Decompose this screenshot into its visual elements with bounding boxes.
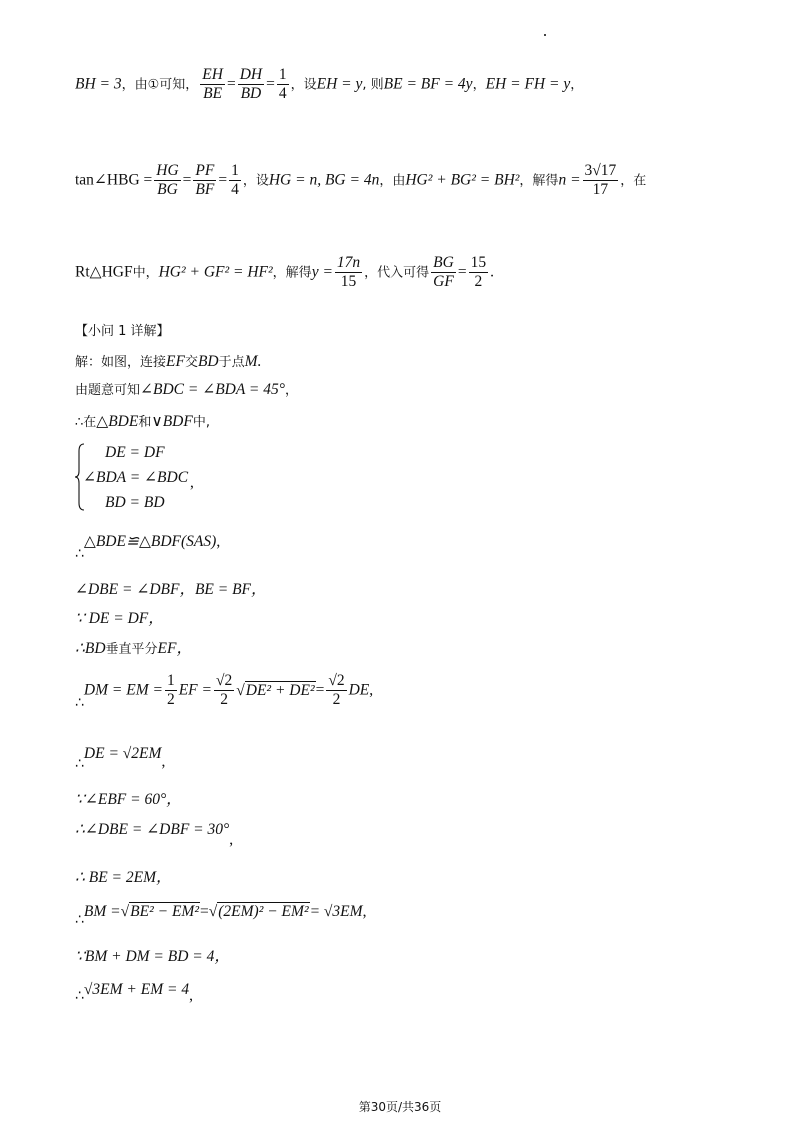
fraction-pf-bf: $\frac{PF}{BF}$ bbox=[195, 162, 215, 198]
fraction-hg-bg: $\frac{HG}{BG}$ bbox=[156, 162, 179, 198]
line-dm-em: ∴DM = EM = $\frac{1}{2}$ EF = $\frac{√2}{2}$ √DE² + DE²= $\frac{√2}{2}$ DE, bbox=[75, 672, 374, 711]
line-dbe-30: ∴∠DBE = ∠DBF = 30°, bbox=[75, 821, 234, 848]
fraction-dh-bd: $\frac{DH}{BD}$ bbox=[239, 66, 263, 102]
fraction-root2-over-2: $\frac{√2}{2}$ bbox=[215, 672, 233, 708]
line-bm-value: ∴BM =√BE² − EM²=√(2EM)² − EM²= √3EM, bbox=[75, 903, 367, 928]
line-de-sqrt2: ∴DE = √2EM, bbox=[75, 745, 166, 772]
line-final-equation: ∴√3EM + EM = 4, bbox=[75, 981, 193, 1004]
system-eq-3: BD = BD bbox=[105, 494, 165, 511]
system-eq-2: ∠BDA = ∠BDC bbox=[83, 469, 189, 486]
line-be-2em: ∴ BE = 2EM， bbox=[75, 869, 172, 886]
stray-dot bbox=[544, 34, 546, 36]
fraction-eh-be: $\frac{EH}{BE}$ bbox=[202, 66, 223, 102]
sqrt-be-em: √BE² − EM² bbox=[120, 903, 199, 920]
fraction-fifteen-halves: $\frac{15}{2}$ bbox=[470, 254, 487, 290]
sqrt-de-sum: √DE² + DE² bbox=[236, 681, 315, 699]
sqrt-2em-em: √(2EM)² − EM² bbox=[208, 903, 309, 920]
fraction-bg-gf: $\frac{BG}{GF}$ bbox=[433, 254, 454, 290]
line-bh-ratio: BH = 3，由①可知， $\frac{EH}{BE}$ = $\frac{DH}{BD}$ = $\frac{1}{4}$ ，设EH = y, 则BE = BF = 4y，EH = FH = y， bbox=[75, 66, 584, 102]
system-tail: , bbox=[190, 474, 194, 491]
fraction-n-value: $\frac{3√17}{17}$ bbox=[584, 162, 617, 198]
fraction-one-half: $\frac{1}{2}$ bbox=[166, 672, 175, 708]
fraction-one-quarter: $\frac{1}{4}$ bbox=[278, 66, 287, 102]
line-connect-ef: 解：如图，连接EF交BD于点M. bbox=[75, 353, 262, 370]
page-footer: 第30页/共36页 bbox=[358, 1100, 442, 1114]
line-bm-dm-sum: ∵BM + DM = BD = 4， bbox=[75, 948, 230, 965]
line-given-angles: 由题意可知∠BDC = ∠BDA = 45°， bbox=[75, 381, 298, 398]
line-triangles: ∴在△BDE和∨BDF中, bbox=[75, 413, 210, 430]
system-eq-1: DE = DF bbox=[105, 444, 165, 461]
line-congruence: ∴△BDE≌△BDF(SAS), bbox=[75, 533, 221, 562]
line-bisector: ∴BD垂直平分EF， bbox=[75, 640, 192, 657]
fraction-root2-over-2-b: $\frac{√2}{2}$ bbox=[328, 672, 345, 708]
line-rt-hgf: Rt△HGF中，HG² + GF² = HF²，解得y = $\frac{17n}{15}$ ，代入可得 $\frac{BG}{GF}$ = $\frac{15}{2}$ . bbox=[75, 254, 494, 290]
line-angle-equal: ∠DBE = ∠DBF，BE = BF， bbox=[75, 581, 267, 598]
fraction-one-quarter-2: $\frac{1}{4}$ bbox=[231, 162, 239, 198]
section-title: 【小问 1 详解】 bbox=[75, 324, 170, 339]
fraction-y-value: $\frac{17n}{15}$ bbox=[336, 254, 361, 290]
line-de-df: ∵ DE = DF， bbox=[75, 610, 164, 627]
line-tan-hbg: tan∠HBG = $\frac{HG}{BG}$ = $\frac{PF}{BF}$ = $\frac{1}{4}$ ，设HG = n, BG = 4n，由HG² + BG² = BH²，解得n = $\frac{3√17}{17}$ ，在 bbox=[75, 162, 647, 198]
line-ebf-60: ∵∠EBF = 60°， bbox=[75, 791, 182, 808]
